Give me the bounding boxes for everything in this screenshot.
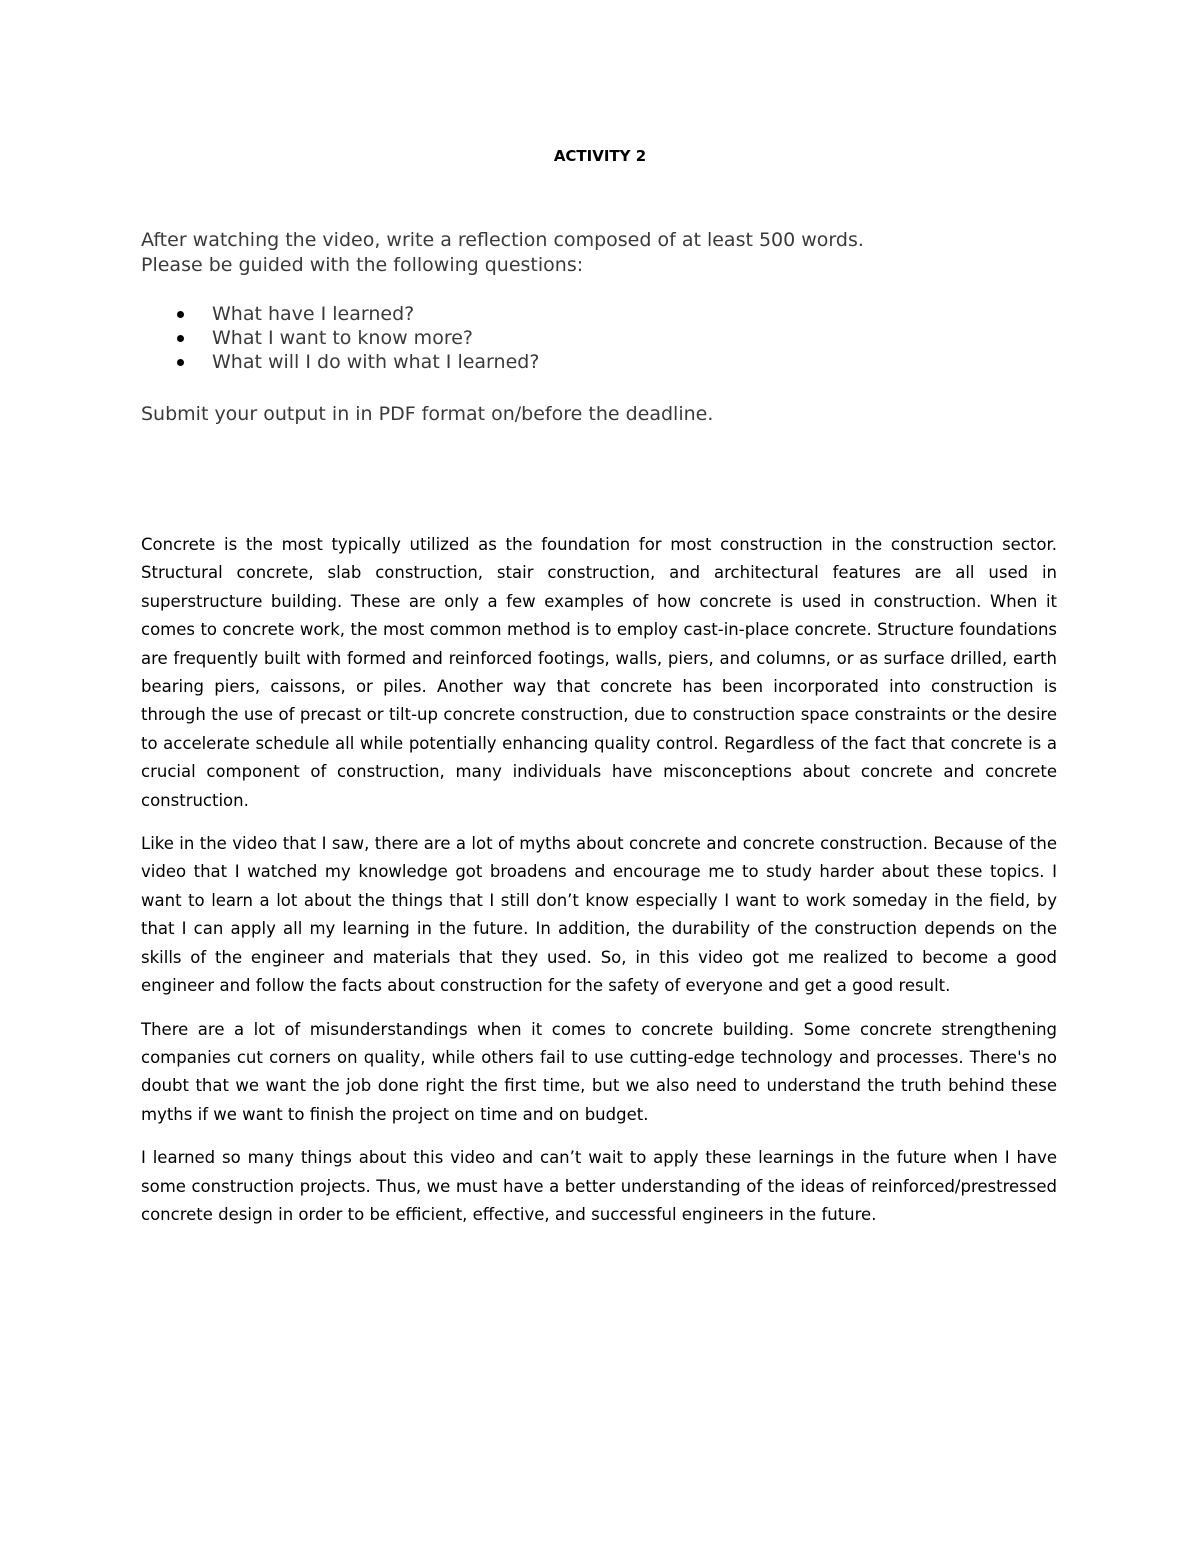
reflection-essay bbox=[141, 531, 1057, 1244]
essay-paragraph: There are a lot of misunderstandings when it comes to concrete building. Some concrete strengthening companies cut corners on quality, while others fail to use cutting-edge technology and processes. There's no doubt that we want the job done right the first time, but we also need to understand the truth behind these myths if we want to finish the project on time and on budget. bbox=[141, 1019, 1057, 1124]
question-text: What I want to know more? bbox=[212, 327, 473, 349]
list-item bbox=[141, 326, 1071, 350]
essay-paragraph: I learned so many things about this video and can’t wait to apply these learnings in the future when I have some construction projects. Thus, we must have a better understanding of the ideas of reinforced/prestressed concrete design in order to be efficient, effective, and successful engineers in the future. bbox=[141, 1148, 1057, 1224]
list-item bbox=[141, 302, 1071, 326]
essay-paragraph: Concrete is the most typically utilized as the foundation for most construction in the construction sector. Structural concrete, slab construction, stair construction, and architectural features are all used in superstructure building. These are only a few examples of how concrete is used in construction. When it comes to concrete work, the most common method is to employ cast-in-place concrete. Structure foundations are frequently built with formed and reinforced footings, walls, piers, and columns, or as surface drilled, earth bearing piers, caissons, or piles. Another way that concrete has been incorporated into construction is through the use of precast or tilt-up concrete construction, due to construction space constraints or the desire to accelerate schedule all while potentially enhancing quality control. Regardless of the fact that concrete is a crucial component of construction, many individuals have misconceptions about concrete and concrete construction. bbox=[141, 535, 1057, 810]
bullet-icon bbox=[177, 359, 184, 366]
bullet-icon bbox=[177, 311, 184, 318]
instruction-line: After watching the video, write a reflection composed of at least 500 words. bbox=[141, 229, 864, 251]
question-text: What have I learned? bbox=[212, 303, 415, 325]
page-title: ACTIVITY 2 bbox=[553, 147, 647, 165]
question-text: What will I do with what I learned? bbox=[212, 351, 540, 373]
bullet-icon bbox=[177, 335, 184, 342]
instruction-line: Please be guided with the following questions: bbox=[141, 254, 584, 276]
instructions-block bbox=[141, 228, 1071, 427]
guide-questions-list bbox=[141, 302, 1071, 374]
list-item bbox=[141, 350, 1071, 374]
essay-paragraph: Like in the video that I saw, there are a lot of myths about concrete and concrete construction. Because of the video that I watched my knowledge got broadens and encourage me to study harder about these topics. I want to learn a lot about the things that I still don’t know especially I want to work someday in the field, by that I can apply all my learning in the future. In addition, the durability of the construction depends on the skills of the engineer and materials that they used. So, in this video got me realized to become a good engineer and follow the facts about construction for the safety of everyone and get a good result. bbox=[141, 834, 1057, 996]
submit-note: Submit your output in in PDF format on/before the deadline. bbox=[141, 403, 714, 425]
